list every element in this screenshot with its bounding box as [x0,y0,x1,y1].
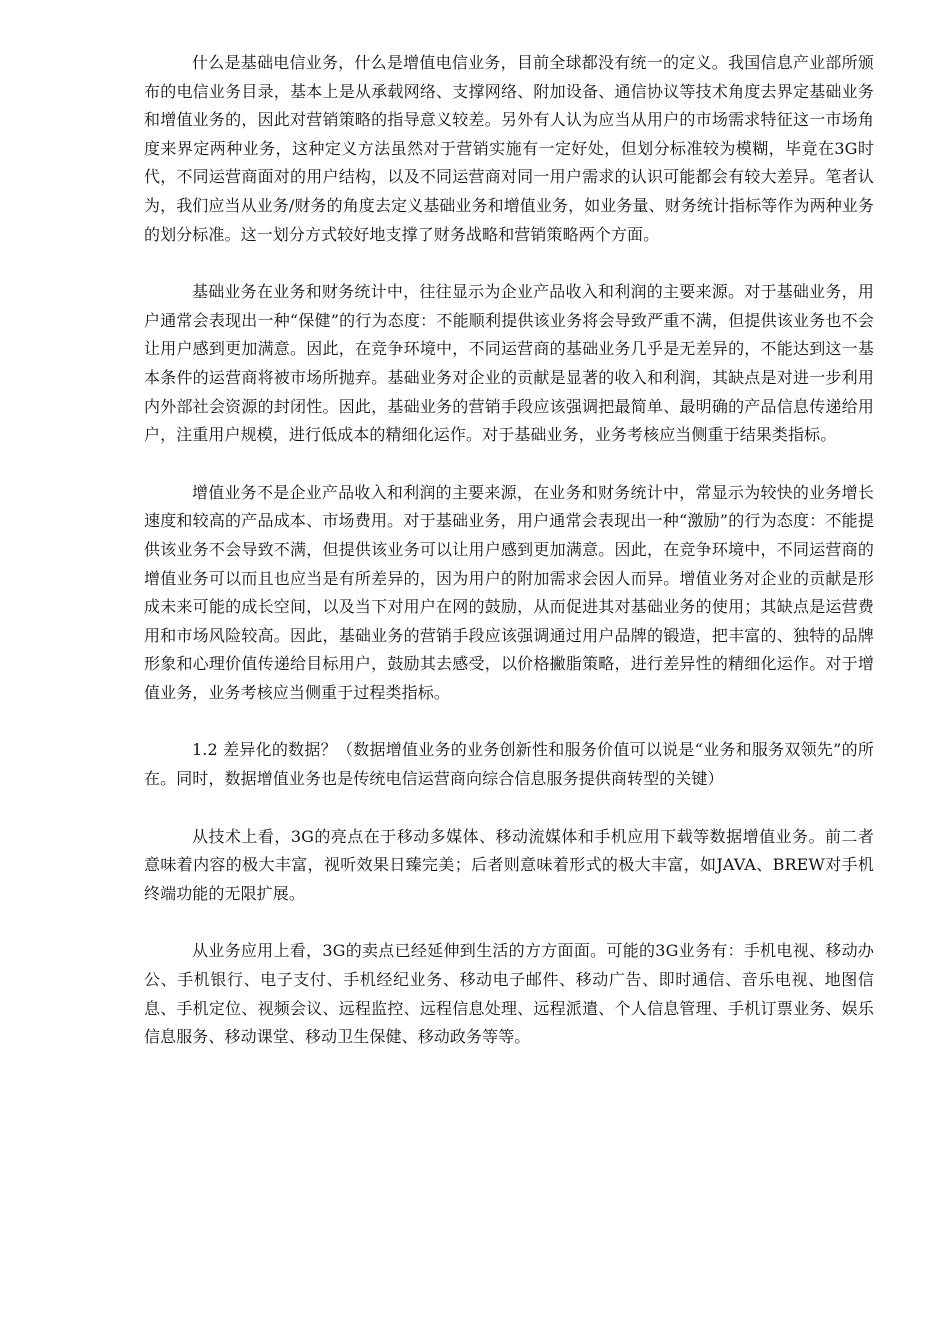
paragraph-technology: 从技术上看，3G的亮点在于移动多媒体、移动流媒体和手机应用下载等数据增值业务。前二者意味着内容的极大丰富，视听效果日臻完美；后者则意味着形式的极大丰富，如JAVA、BREW对手机终端功能的无限扩展。 [144,826,874,903]
paragraph-section-1-2: 1.2 差异化的数据？（数据增值业务的业务创新性和服务价值可以说是“业务和服务双领先”的所在。同时，数据增值业务也是传统电信运营商向综合信息服务提供商转型的关键） [144,740,874,789]
paragraph-basic-services: 基础业务在业务和财务统计中，往往显示为企业产品收入和利润的主要来源。对于基础业务，用户通常会表现出一种“保健”的行为态度：不能顺利提供该业务将会导致严重不满，但提供该业务也不会让用户感到更加满意。因此，在竞争环境中，不同运营商的基础业务几乎是无差异的，不能达到这一基本条件的运营商将被市场所抛弃。基础业务对企业的贡献是显著的收入和利润，其缺点是对进一步利用内外部社会资源的封闭性。因此，基础业务的营销手段应该强调把最简单、最明确的产品信息传递给用户，注重用户规模，进行低成本的精细化运作。对于基础业务，业务考核应当侧重于结果类指标。 [144,282,874,445]
paragraph-value-added-services: 增值业务不是企业产品收入和利润的主要来源，在业务和财务统计中，常显示为较快的业务增长速度和较高的产品成本、市场费用。对于基础业务，用户通常会表现出一种“激励”的行为态度：不能提供该业务不会导致不满，但提供该业务可以让用户感到更加满意。因此，在竞争环境中，不同运营商的增值业务可以而且也应当是有所差异的，因为用户的附加需求会因人而异。增值业务对企业的贡献是形成未来可能的成长空间，以及当下对用户在网的鼓励，从而促进其对基础业务的使用；其缺点是运营费用和市场风险较高。因此，基础业务的营销手段应该强调通过用户品牌的锻造，把丰富的、独特的品牌形象和心理价值传递给目标用户，鼓励其去感受，以价格撇脂策略，进行差异性的精细化运作。对于增值业务，业务考核应当侧重于过程类指标。 [144,482,874,702]
document-body [144,49,874,1081]
paragraph-applications: 从业务应用上看，3G的卖点已经延伸到生活的方方面面。可能的3G业务有：手机电视、移动办公、手机银行、电子支付、手机经纪业务、移动电子邮件、移动广告、即时通信、音乐电视、地图信息、手机定位、视频会议、远程监控、远程信息处理、远程派遣、个人信息管理、手机订票业务、娱乐信息服务、移动课堂、移动卫生保健、移动政务等等。 [144,941,874,1047]
paragraph-definition: 什么是基础电信业务，什么是增值电信业务，目前全球都没有统一的定义。我国信息产业部所颁布的电信业务目录，基本上是从承载网络、支撑网络、附加设备、通信协议等技术角度去界定基础业务和增值业务的，因此对营销策略的指导意义较差。另外有人认为应当从用户的市场需求特征这一市场角度来界定两种业务，这种定义方法虽然对于营销实施有一定好处，但划分标准较为模糊，毕竟在3G时代，不同运营商面对的用户结构，以及不同运营商对同一用户需求的认识可能都会有较大差异。笔者认为，我们应当从业务/财务的角度去定义基础业务和增值业务，如业务量、财务统计指标等作为两种业务的划分标准。这一划分方式较好地支撑了财务战略和营销策略两个方面。 [144,53,874,244]
